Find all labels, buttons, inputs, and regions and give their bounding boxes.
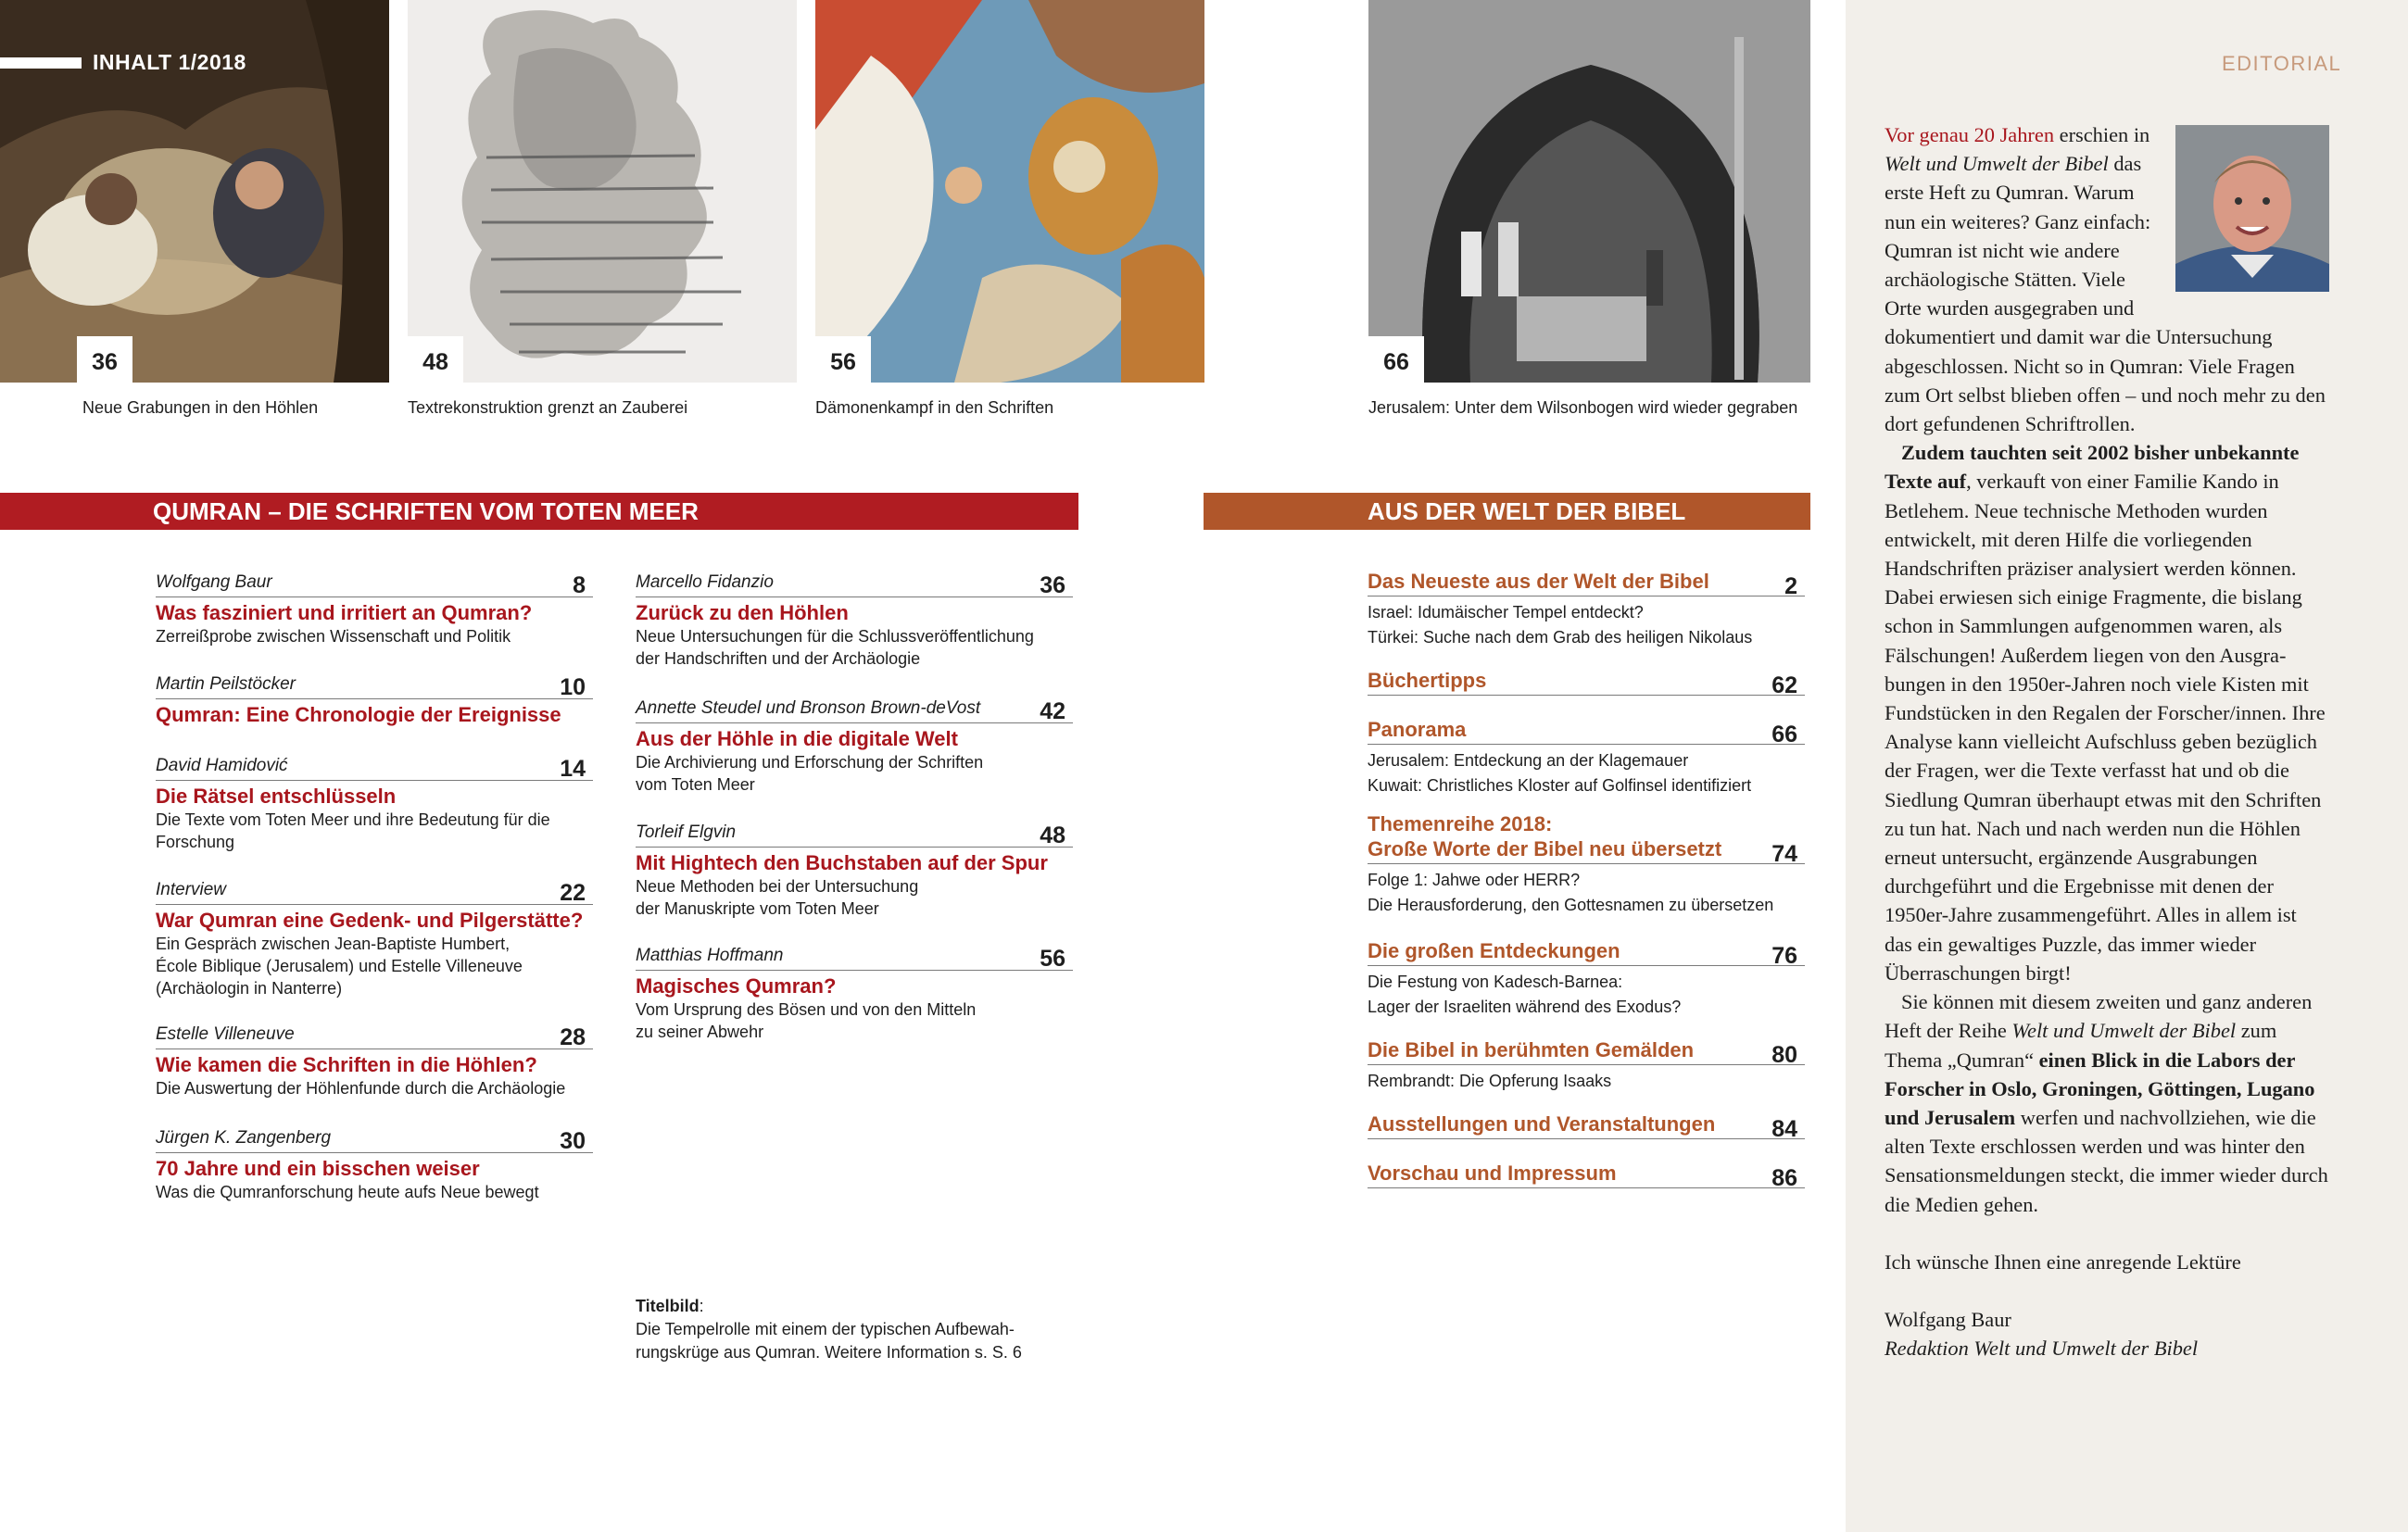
editorial-body: Vor genau 20 Jahren erschien in Welt und Umwelt der Bibel das erste Heft zu Qumran. Warum nun ein weiteres? Ganz einfach: Qumran ist nicht wie andere archäologische Stätten. Viele Orte wurden ausgegraben und dokumentiert und damit war die Untersuchung abgeschlossen. Nicht so in Qumran: Viele Fragen zum Ort selbst blieben offen – und noch mehr zu den dort gefundenen Schriftrollen. Zudem tauchten seit 2002 bisher unbekannte Texte auf, verkauft von einer Familie Kando in Betlehem. Neue technische Methoden wurden entwickelt, mit deren Hilfe die vorliegenden Handschriften präziser analysiert werden können. Dabei erwiesen sich einige Fragmente, die bislang schon in Sammlungen aufgenommen waren, als Fälschungen! Außerdem liegen von den Ausgrabungen in den 1950er-Jahren noch viele Kisten mit Fundstücken in den Regalen der Forscher/innen. Ihre Analyse kann vielleicht Aufschluss geben bezüglich der Fragen, wer die Texte verfasst hat und ob die Siedlung Qumran überhaupt etwas mit den Schriften zu tun hat. Nach und nach werden nun die Höhlen erneut untersucht, ergänzende Ausgrabungen durchgeführt und die Ergebnisse mit denen der 1950er-Jahre zusammengeführt. Alles in allem ist das ein gewaltiges Puzzle, das immer wieder Überraschungen birgt! Sie können mit diesem zweiten und ganz anderen Heft der Reihe Welt und Umwelt der Bibel zum Thema „Qumran“ einen Blick in die Labors der Forscher in Oslo, Groningen, Göttingen, Lugano und Jerusalem werfen und nachvollziehen, wie die alten Texte erschlossen werden und was hinter den Sensationsmeldungen steckt, die immer wieder durch die Medien gehen. Ich wünsche Ihnen eine anregende Lektüre Wolfgang Baur Redaktion Welt und Umwelt der Bibel bbox=[1885, 123, 2328, 1361]
toc-description: Vom Ursprung des Bösen und von den Mitteln bbox=[636, 1000, 977, 1019]
toc-author: David Hamidović 14 bbox=[156, 756, 593, 781]
photo-caption: Textrekonstruktion grenzt an Zauberei bbox=[408, 398, 688, 417]
photo-caption: Dämonenkampf in den Schriften bbox=[815, 398, 1054, 417]
photo-scroll-fragment bbox=[408, 0, 797, 383]
toc-description: Neue Untersuchungen für die Schlussveröffentlichung bbox=[636, 627, 1034, 646]
toc-description: Die Archivierung und Erforschung der Schriften bbox=[636, 753, 984, 772]
toc-entry[interactable] bbox=[1368, 1037, 1805, 1094]
toc-title: Magisches Qumran? bbox=[636, 974, 837, 998]
toc-page-number: 8 bbox=[573, 572, 586, 598]
toc-page-number: 74 bbox=[1771, 841, 1797, 867]
toc-entry[interactable] bbox=[636, 823, 1073, 920]
toc-description: (Archäologin in Nanterre) bbox=[156, 979, 343, 998]
toc-entry[interactable] bbox=[1368, 668, 1805, 696]
toc-title: Wie kamen die Schriften in die Höhlen? bbox=[156, 1053, 537, 1076]
toc-title: War Qumran eine Gedenk- und Pilgerstätte? bbox=[156, 909, 584, 932]
toc-description: vom Toten Meer bbox=[636, 775, 755, 794]
toc-entry[interactable] bbox=[1368, 717, 1805, 798]
toc-description: zu seiner Abwehr bbox=[636, 1023, 764, 1041]
toc-title: Die Bibel in berühmten Gemälden 80 bbox=[1368, 1037, 1805, 1065]
photo-page-number: 36 bbox=[77, 336, 132, 383]
toc-title: Panorama 66 bbox=[1368, 717, 1805, 745]
editorial-lead: Vor genau 20 Jahren bbox=[1885, 123, 2055, 146]
toc-description: der Manuskripte vom Toten Meer bbox=[636, 899, 879, 918]
toc-page-number: 10 bbox=[560, 674, 586, 700]
toc-description: Jerusalem: Entdeckung an der Klagemauer bbox=[1368, 751, 1689, 770]
toc-author: Jürgen K. Zangenberg 30 bbox=[156, 1128, 593, 1153]
toc-entry[interactable] bbox=[1368, 569, 1805, 650]
toc-author: Wolfgang Baur 8 bbox=[156, 572, 593, 597]
toc-description: Was die Qumranforschung heute aufs Neue bewegt bbox=[156, 1183, 539, 1201]
toc-page-number: 66 bbox=[1771, 722, 1797, 747]
toc-entry[interactable] bbox=[636, 698, 1073, 796]
toc-page-number: 62 bbox=[1771, 672, 1797, 698]
toc-page-number: 56 bbox=[1040, 946, 1065, 972]
toc-description: Zerreißprobe zwischen Wissenschaft und Politik bbox=[156, 627, 511, 646]
toc-description: Forschung bbox=[156, 833, 235, 851]
toc-author: Torleif Elgvin 48 bbox=[636, 823, 1073, 848]
toc-entry[interactable] bbox=[636, 946, 1073, 1043]
toc-title: Mit Hightech den Buchstaben auf der Spur bbox=[636, 851, 1048, 874]
toc-author: Estelle Villeneuve 28 bbox=[156, 1024, 593, 1049]
toc-title: Vorschau und Impressum 86 bbox=[1368, 1161, 1805, 1188]
toc-entry[interactable] bbox=[1368, 938, 1805, 1020]
toc-page-number: 36 bbox=[1040, 572, 1065, 598]
editorial-role: Redaktion Welt und Umwelt der Bibel bbox=[1885, 1337, 2199, 1361]
photo-painting-demons bbox=[815, 0, 1204, 383]
toc-entry[interactable] bbox=[156, 1024, 593, 1099]
toc-page-number: 28 bbox=[560, 1024, 586, 1050]
photo-wilson-arch-tunnel bbox=[1368, 0, 1810, 383]
toc-entry[interactable] bbox=[156, 674, 593, 727]
photo-page-number: 66 bbox=[1368, 336, 1424, 383]
section-banner-welt: AUS DER WELT DER BIBEL bbox=[1204, 493, 1810, 530]
toc-description: Lager der Israeliten während des Exodus? bbox=[1368, 998, 1682, 1016]
toc-entry[interactable] bbox=[1368, 1111, 1805, 1142]
toc-title: Büchertipps 62 bbox=[1368, 668, 1805, 696]
photo-caption: Neue Grabungen in den Höhlen bbox=[82, 398, 319, 417]
toc-title: Was fasziniert und irritiert an Qumran? bbox=[156, 601, 533, 624]
editorial-closing: Ich wünsche Ihnen eine anregende Lektüre bbox=[1885, 1249, 2241, 1274]
toc-author: Marcello Fidanzio 36 bbox=[636, 572, 1073, 597]
toc-description: Türkei: Suche nach dem Grab des heiligen Nikolaus bbox=[1368, 628, 1753, 647]
toc-entry[interactable] bbox=[156, 880, 593, 999]
toc-page-number: 48 bbox=[1040, 823, 1065, 848]
toc-title: Zurück zu den Höhlen bbox=[636, 601, 849, 624]
toc-title: Aus der Höhle in die digitale Welt bbox=[636, 727, 958, 750]
toc-entry[interactable] bbox=[156, 1128, 593, 1203]
toc-description: École Biblique (Jerusalem) und Estelle Villeneuve bbox=[156, 957, 523, 975]
toc-entry[interactable] bbox=[156, 756, 593, 853]
toc-description: Die Festung von Kadesch-Barnea: bbox=[1368, 973, 1623, 991]
toc-description: Die Herausforderung, den Gottesnamen zu übersetzen bbox=[1368, 896, 1774, 914]
section-banner-qumran: QUMRAN – DIE SCHRIFTEN VOM TOTEN MEER bbox=[0, 493, 1078, 530]
editor-portrait bbox=[2175, 125, 2329, 292]
toc-description: Rembrandt: Die Opferung Isaaks bbox=[1368, 1072, 1612, 1090]
cover-note-line: rungskrüge aus Qumran. Weitere Information s. S. 6 bbox=[636, 1343, 1022, 1362]
toc-entry[interactable] bbox=[636, 572, 1073, 670]
toc-page-number: 22 bbox=[560, 880, 586, 906]
toc-title: Qumran: Eine Chronologie der Ereignisse bbox=[156, 703, 561, 726]
header-rule bbox=[0, 57, 82, 69]
toc-author: Annette Steudel und Bronson Brown-deVost 42 bbox=[636, 698, 1073, 723]
toc-page-number: 76 bbox=[1771, 943, 1797, 969]
toc-description: Ein Gespräch zwischen Jean-Baptiste Humbert, bbox=[156, 935, 511, 953]
toc-page-number: 86 bbox=[1771, 1165, 1797, 1191]
toc-description: Die Auswertung der Höhlenfunde durch die Archäologie bbox=[156, 1079, 566, 1098]
toc-title: Das Neueste aus der Welt der Bibel 2 bbox=[1368, 569, 1805, 596]
toc-description: Neue Methoden bei der Untersuchung bbox=[636, 877, 919, 896]
toc-title: Die großen Entdeckungen 76 bbox=[1368, 938, 1805, 966]
toc-entry[interactable] bbox=[1368, 1161, 1805, 1191]
toc-description: Kuwait: Christliches Kloster auf Golfinsel identifiziert bbox=[1368, 776, 1752, 795]
toc-entry[interactable] bbox=[156, 572, 593, 647]
toc-title: Ausstellungen und Veranstaltungen 84 bbox=[1368, 1111, 1805, 1139]
toc-page-number: 84 bbox=[1771, 1116, 1797, 1142]
toc-description: der Handschriften und der Archäologie bbox=[636, 649, 921, 668]
toc-title: 70 Jahre und ein bisschen weiser bbox=[156, 1157, 480, 1180]
editorial-heading: EDITORIAL bbox=[2222, 52, 2342, 75]
toc-author: Martin Peilstöcker 10 bbox=[156, 674, 593, 699]
toc-page-number: 30 bbox=[560, 1128, 586, 1154]
toc-title: Die Rätsel entschlüsseln bbox=[156, 785, 397, 808]
editorial-signature: Wolfgang Baur bbox=[1885, 1307, 2011, 1331]
photo-caption: Jerusalem: Unter dem Wilsonbogen wird wieder gegraben bbox=[1368, 398, 1798, 417]
photo-page-number: 56 bbox=[815, 336, 871, 383]
cover-note-label: Titelbild bbox=[636, 1297, 700, 1315]
toc-author: Interview 22 bbox=[156, 880, 593, 905]
toc-description: Folge 1: Jahwe oder HERR? bbox=[1368, 871, 1581, 889]
toc-description: Die Texte vom Toten Meer und ihre Bedeutung für die bbox=[156, 810, 550, 829]
toc-author: Matthias Hoffmann 56 bbox=[636, 946, 1073, 971]
cover-note-line: Die Tempelrolle mit einem der typischen Aufbewah- bbox=[636, 1320, 1015, 1338]
toc-page-number: 2 bbox=[1784, 573, 1797, 599]
cover-image-note: Titelbild: Die Tempelrolle mit einem der typischen Aufbewah- rungskrüge aus Qumran. Weitere Information s. S. 6 bbox=[636, 1295, 1062, 1364]
page-header-label: INHALT 1/2018 bbox=[93, 50, 246, 74]
toc-description: Israel: Idumäischer Tempel entdeckt? bbox=[1368, 603, 1644, 622]
toc-page-number: 42 bbox=[1040, 698, 1065, 724]
toc-entry[interactable] bbox=[1368, 811, 1805, 918]
photo-page-number: 48 bbox=[408, 336, 463, 383]
toc-title: Themenreihe 2018: Große Worte der Bibel neu übersetzt 74 bbox=[1368, 811, 1805, 864]
toc-page-number: 80 bbox=[1771, 1042, 1797, 1068]
toc-page-number: 14 bbox=[560, 756, 586, 782]
